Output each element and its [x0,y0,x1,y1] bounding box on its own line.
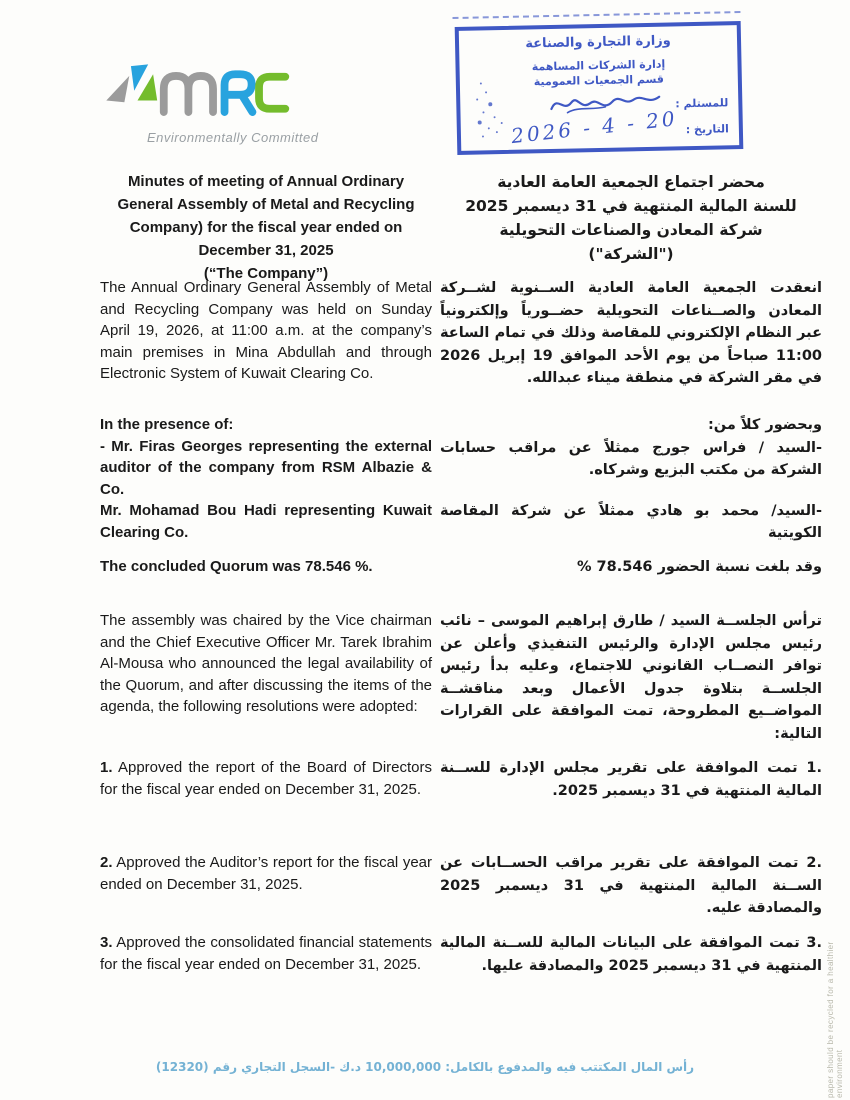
title-arabic [440,170,822,285]
resolution-2-number: 2. [100,854,113,871]
presence-item1-en: - Mr. Firas Georges representing the external auditor of the company from RSM Albazie & Co. [100,437,432,498]
stamp-ink-speckles [480,82,482,84]
resolution-3-number: 3. [100,934,113,951]
title-ar-line2: للسنة المالية المنتهية في 31 ديسمبر 2025 [465,197,797,215]
title-ar-line3: شركة المعادن والصناعات التحويلية [499,221,763,239]
resolution-3-ar: 3. تمت الموافقة على البيانات المالية للســنة المالية المنتهية في 31 ديسمبر 2025 والمصادقة عليها. [440,935,822,974]
stamp-section-line: قسم الجمعيات العمومية [533,72,665,89]
section-opening [100,277,822,390]
stamp-department-line: إدارة الشركات المساهمة [531,57,666,74]
mrc-logo-icon [85,48,323,126]
resolution-2-ar: 2. تمت الموافقة على تقرير مراقب الحســابات عن الســنة المالية المنتهية في 31 ديسمبر 2025 والمصادقة عليه. [440,855,822,916]
section-resolution-2 [100,852,822,920]
ministry-stamp [455,21,744,155]
section-title [100,170,822,285]
presence-heading-ar: وبحضور كلاً من: [708,417,822,433]
opening-paragraph-en: The Annual Ordinary General Assembly of Metal and Recycling Company was held on Sunday April 19, 2026, at 11:00 a.m. at the company’s main premises in Mina Abdullah and through Electronic System of Kuwait Clearing Co. [100,279,432,382]
section-resolution-1 [100,757,822,802]
stamp-date-label: التاريخ : [685,121,730,136]
stamp-recipient-label: للمستلم : [675,95,729,110]
quorum-statement-en: The concluded Quorum was 78.546 %. [100,558,373,575]
title-ar-line4: ("الشركة") [588,245,674,263]
quorum-statement-ar: وقد بلغت نسبة الحضور 78.546 % [576,559,822,575]
section-attendees [100,414,822,545]
presence-heading-en: In the presence of: [100,416,234,433]
section-chairman [100,610,822,745]
opening-paragraph-ar: انعقدت الجمعية العامة العادية الســنوية لشــركة المعادن والصــناعات التحويلية حضــورياً وإلكترونياً عبر النظام الإلكتروني للمقاصة وذلك في تمام الساعة 11:00 صباحاً من يوم الأحد الموافق 19 إبريل 2026 في مقر الشركة في منطقة ميناء عبدالله. [440,280,822,386]
chairman-paragraph-en: The assembly was chaired by the Vice chairman and the Chief Executive Officer Mr. Tarek Ibrahim Al-Mousa who announced the legal availability of the Quorum, and after discussing the items of the agenda, the following resolutions were adopted: [100,612,432,715]
title-en-sub: (“The Company”) [203,265,329,282]
stamp-ministry-line: وزارة التجارة والصناعة [525,33,671,52]
resolution-1-number: 1. [100,759,113,776]
title-en-main: Minutes of meeting of Annual Ordinary General Assembly of Metal and Recycling Company) for the fiscal year ended on December 31, 2025 [117,173,415,259]
handwritten-date: 2026 - 4 - 20 [509,106,679,149]
resolution-3-en: 3. Approved the consolidated financial statements for the fiscal year ended on December 31, 2025. [100,934,432,973]
title-english [100,170,432,285]
presence-item2-ar: -السيد/ محمد بو هادي ممثلاً عن شركة المقاصة الكويتية [440,502,822,541]
resolution-1-en: 1. Approved the report of the Board of Directors for the fiscal year ended on December 31, 2025. [100,759,433,798]
chairman-paragraph-ar: ترأس الجلســة السيد / طارق إبراهيم الموسى – نائب رئيس مجلس الإدارة والرئيس التنفيذي وأعلن عن توافر النصــاب القانوني للاجتماع، وعليه بدأ رئيس الجلســة بتلاوة جدول الأعمال وبعد مناقشــة المواضــيع المطروحة، تمت الموافقة على القرارات التالية: [440,613,822,742]
title-ar-line1: محضر اجتماع الجمعية العامة العادية [497,173,765,191]
company-logo [85,48,335,145]
section-quorum [100,556,822,579]
presence-item2-en: Mr. Mohamad Bou Hadi representing Kuwait Clearing Co. [100,502,432,541]
footer-capital-registration: رأس المال المكتتب فيه والمدفوع بالكامل: 10,000,000 د.ك -السجل التجاري رقم (12320) [155,1060,695,1074]
resolution-2-en: 2. Approved the Auditor’s report for the fiscal year ended on December 31, 2025. [100,854,433,893]
logo-tagline: Environmentally Committed [147,130,319,145]
resolution-1-ar: 1. تمت الموافقة على تقرير مجلس الإدارة للســنة المالية المنتهية في 31 ديسمبر 2025. [440,760,822,799]
recycle-note: paper should be recycled for a healthier environment [826,941,844,1098]
presence-item1-ar: -السيد / فراس جورج ممثلاً عن مراقب حسابات الشركة من مكتب البزيع وشركاه. [440,439,822,478]
section-resolution-3 [100,932,822,977]
